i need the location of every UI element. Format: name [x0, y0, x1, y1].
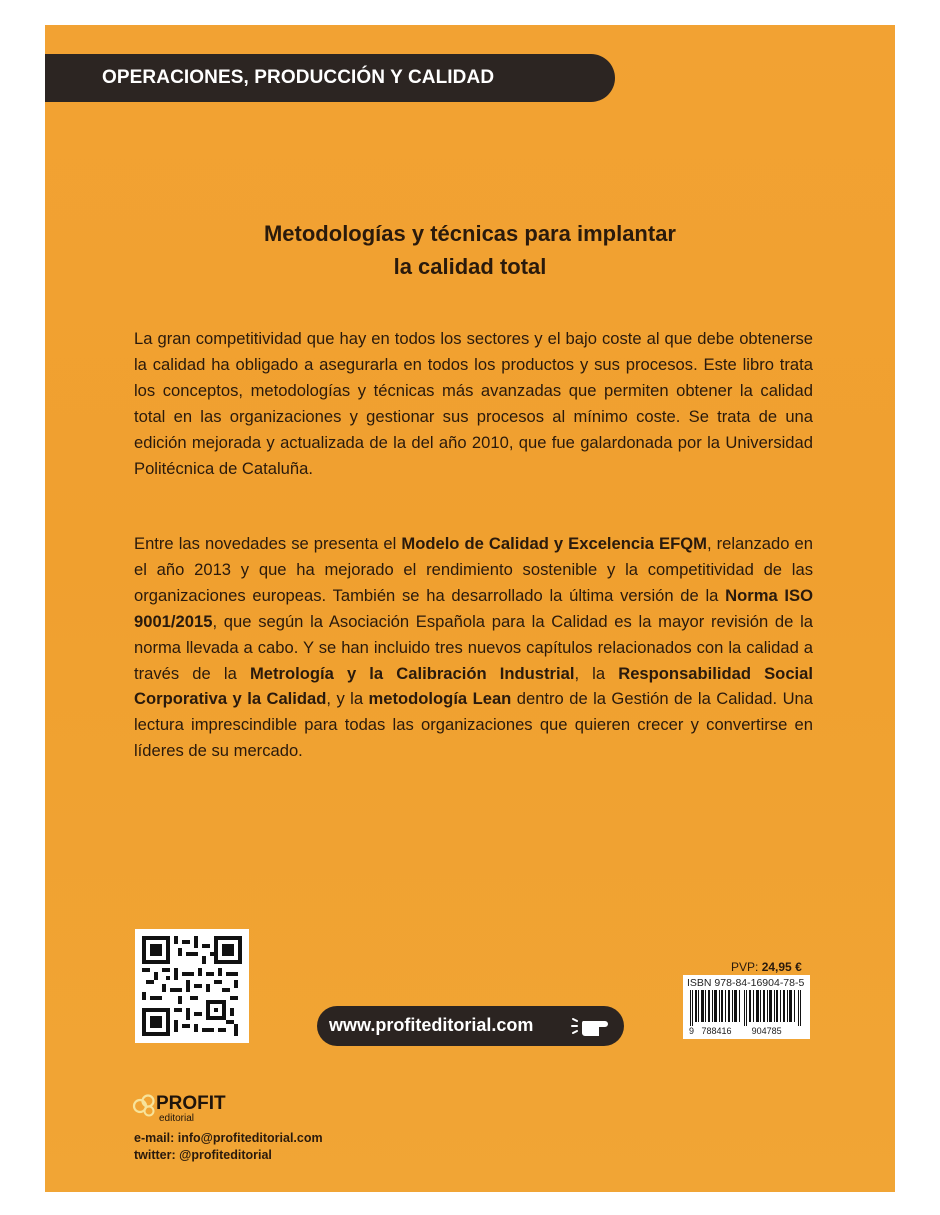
- contact-email: e-mail: info@profiteditorial.com: [134, 1131, 323, 1145]
- pointing-hand-icon: [571, 1012, 617, 1040]
- para2-bold-metrologia: Metrología y la Calibración Industrial: [249, 663, 575, 683]
- barcode-digits-left: 788416: [701, 1026, 732, 1036]
- para2-bold-rsc: Responsabilidad Social Corporativa y la Calidad: [134, 663, 813, 709]
- para2-bold-efqm: Modelo de Calidad y Excelencia EFQM: [401, 534, 707, 553]
- price-label: PVP:: [731, 960, 759, 974]
- para2-text-3: , que según la Asociación Española para la Calidad es la mayor revisión de la norma llevada a cabo. Y se han incluido tres nuevos capítulos relacionados con la calidad a través de la: [134, 611, 813, 683]
- para2-text-5: , y la: [326, 689, 369, 709]
- qr-code-image: [142, 936, 242, 1036]
- qr-code[interactable]: [135, 929, 249, 1043]
- price-value: 24,95 €: [761, 960, 802, 974]
- series-label: OPERACIONES, PRODUCCIÓN Y CALIDAD: [102, 67, 495, 88]
- para2-text-2: , relanzado en el año 2013 y que ha mejorado el rendimiento sostenible y la competitividad de las organizaciones europeas. También se ha desarrollado la última versión de la: [134, 534, 813, 605]
- headline-line-1: Metodologías y técnicas para implantar: [263, 221, 676, 246]
- barcode-digit-first: 9: [689, 1026, 695, 1036]
- isbn-label: ISBN 978-84-16904-78-5: [687, 977, 805, 989]
- para2-text-4: , la: [574, 663, 619, 683]
- price-tag: [731, 960, 802, 974]
- para2-bold-lean: metodología Lean: [368, 689, 512, 709]
- barcode-bars: [690, 990, 803, 1026]
- para2-text-1: Entre las novedades se presenta el: [134, 534, 402, 553]
- para2-bold-iso: Norma ISO 9001/2015: [134, 585, 813, 631]
- series-band: [45, 54, 615, 102]
- book-back-cover: [45, 25, 895, 1192]
- para2-text-6: dentro de la Gestión de la Calidad. Una lectura imprescindible para todas las organizaciones que quieren crecer y convertirse en líderes de su mercado.: [134, 689, 814, 761]
- publisher-sub: editorial: [159, 1113, 195, 1124]
- website-url: www.profiteditorial.com: [329, 1015, 534, 1035]
- description-paragraph-2: [134, 531, 813, 764]
- contact-twitter: twitter: @profiteditorial: [134, 1148, 272, 1162]
- barcode-digits: [689, 1026, 782, 1036]
- headline-line-2: la calidad total: [393, 254, 547, 279]
- publisher-logo-icon: [132, 1093, 158, 1119]
- barcode: [683, 975, 810, 1039]
- barcode-digits-right: 904785: [751, 1026, 782, 1036]
- publisher-name: PROFIT: [156, 1093, 226, 1114]
- description-paragraph-1: La gran competitividad que hay en todos los sectores y el bajo coste al que debe obtenerse la calidad ha obligado a asegurarla en todos los productos y sus procesos. Este libro trata los conceptos, metodologías y técnicas más avanzadas que permiten obtener la calidad total en las organizaciones y gestionar sus procesos al mínimo coste. Se trata de una edición mejorada y actualizada de la del año 2010, que fue galardonada por la Universidad Politécnica de Cataluña.: [134, 329, 813, 478]
- website-link[interactable]: [317, 1006, 624, 1046]
